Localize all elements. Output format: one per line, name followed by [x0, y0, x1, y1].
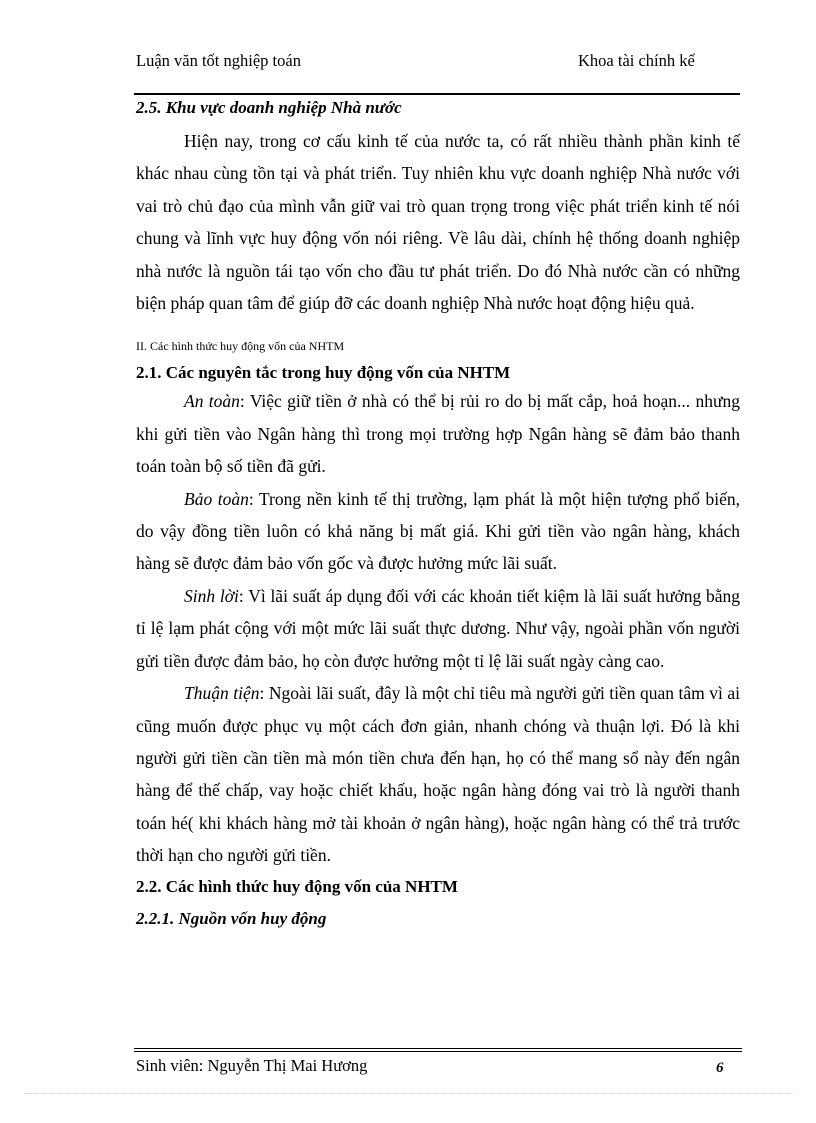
section-II-heading: II. Các hình thức huy động vốn của NHTM: [136, 339, 345, 354]
principle-text: : Ngoài lãi suất, đây là một chỉ tiêu mà người gửi tiền quan tâm vì ai cũng muốn được phục vụ một cách đơn giản, nhanh chóng và thuận lợi. Đó là khi người gửi tiền cần tiền mà món tiền chưa đến hạn, họ có thể mang sổ này đến ngân hàng để thế chấp, vay hoặc chiết khấu, hoặc ngân hàng đóng vai trò là người thanh toán hé( khi khách hàng mở tài khoản ở ngân hàng), hoặc ngân hàng có thể trả trước thời hạn cho người gửi tiền.: [136, 683, 740, 866]
footer-divider: [134, 1048, 742, 1049]
principle-paragraph: [136, 483, 740, 580]
page-number: 6: [716, 1060, 724, 1076]
principle-text: : Vì lãi suất áp dụng đối với các khoản tiết kiệm là lãi suất hưởng bằng tỉ lệ lạm phát cộng với một mức lãi suất thực dương. Như vậy, ngoài phần vốn người gửi tiền được đảm bảo, họ còn được hưởng một tỉ lệ lãi suất ngày càng cao.: [136, 585, 740, 671]
principle-term: Bảo toàn: [184, 488, 249, 509]
principle-paragraph: [136, 580, 740, 677]
principle-paragraph: [136, 385, 740, 482]
page-bottom-border: [24, 1093, 794, 1094]
section-2-1-heading: 2.1. Các nguyên tắc trong huy động vốn của NHTM: [136, 363, 511, 383]
section-2-2-1-heading: 2.2.1. Nguồn vốn huy động: [136, 908, 327, 928]
principle-text: : Việc giữ tiền ở nhà có thể bị rủi ro do bị mất cắp, hoả hoạn... nhưng khi gửi tiền vào Ngân hàng thì trong mọi trường hợp Ngân hàng sẽ đảm bảo thanh toán toàn bộ số tiền đã gửi.: [136, 391, 740, 477]
header-right-text: Khoa tài chính kế: [578, 51, 695, 70]
section-2-2-heading: 2.2. Các hình thức huy động vốn của NHTM: [136, 876, 458, 896]
principle-term: Sinh lời: [184, 585, 239, 606]
principle-term: An toàn: [184, 391, 240, 412]
footer-student-name: Sinh viên: Nguyễn Thị Mai Hương: [136, 1056, 368, 1075]
principle-text: : Trong nền kinh tế thị trường, lạm phát là một hiện tượng phổ biến, do vậy đồng tiền luôn có khả năng bị mất giá. Khi gửi tiền vào ngân hàng, khách hàng sẽ được đảm bảo vốn gốc và được hưởng mức lãi suất.: [136, 488, 740, 574]
section-2-5-heading: 2.5. Khu vực doanh nghiệp Nhà nước: [136, 98, 402, 117]
section-2-5-paragraph: Hiện nay, trong cơ cấu kinh tế của nước ta, có rất nhiều thành phần kinh tế khác nhau cùng tồn tại và phát triển. Tuy nhiên khu vực doanh nghiệp Nhà nước với vai trò chủ đạo của mình vẫn giữ vai trò quan trọng trong việc phát triển kinh tế nói chung và lĩnh vực huy động vốn nói riêng. Về lâu dài, chính hệ thống doanh nghiệp nhà nước là nguồn tái tạo vốn cho đầu tư phát triển. Do đó Nhà nước cần có những biện pháp quan tâm để giúp đỡ các doanh nghiệp Nhà nước hoạt động hiệu quả.: [136, 131, 740, 314]
footer-divider: [134, 1051, 742, 1052]
principle-term: Thuận tiện: [184, 683, 260, 704]
header-left-text: Luận văn tốt nghiệp toán: [136, 51, 301, 70]
principle-paragraph: [136, 677, 740, 871]
document-body: [136, 94, 740, 931]
